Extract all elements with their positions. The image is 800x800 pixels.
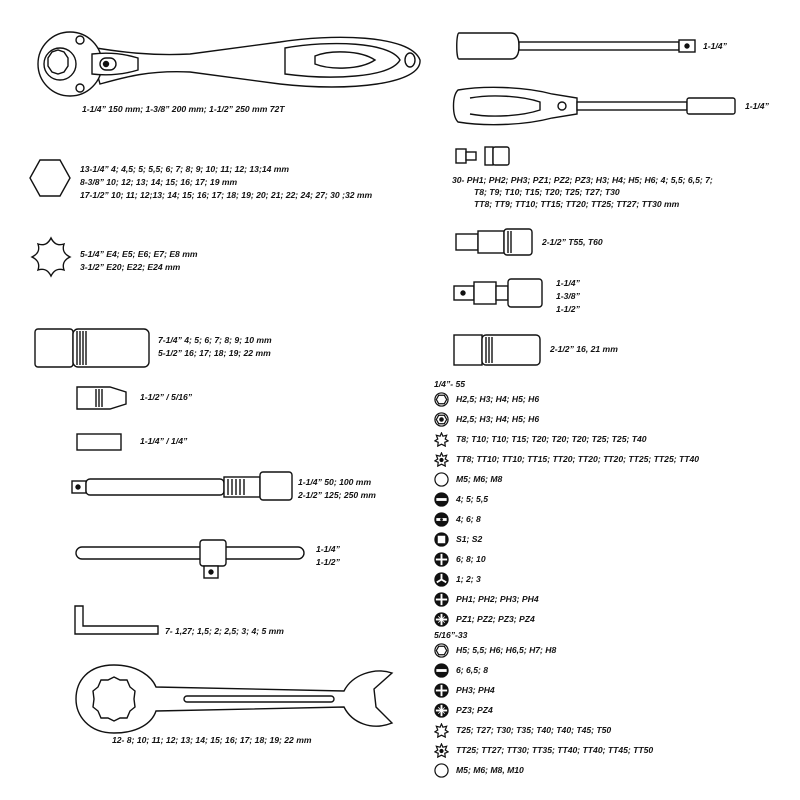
- bit-text: M5; M6; M8, M10: [456, 765, 524, 775]
- hex-key-drawing: [73, 604, 163, 636]
- list-item: [434, 410, 539, 428]
- e-torx-socket-icon: [31, 237, 71, 277]
- extension-line-2: 2-1/2” 125; 250 mm: [298, 490, 376, 500]
- torx-tamper-icon: [434, 743, 449, 758]
- ujoint-line-2: 1-3/8”: [556, 291, 580, 301]
- bit-text: PZ1; PZ2; PZ3; PZ4: [456, 614, 535, 624]
- bit-text: PH3; PH4: [456, 685, 495, 695]
- list-item: [434, 430, 647, 448]
- hex-sockets-line-2: 8-3/8” 10; 12; 13; 14; 15; 16; 17; 19 mm: [80, 177, 238, 187]
- list-item: [434, 510, 481, 528]
- bit-text: TT25; TT27; TT30; TT35; TT40; TT40; TT45; TT50: [456, 745, 654, 755]
- bit-set-2-title: 5/16”-33: [434, 630, 468, 640]
- screwdriver-b-drawing: [452, 84, 742, 128]
- bit-text: TT8; TT10; TT10; TT15; TT20; TT20; TT20; TT25; TT25; TT40: [456, 454, 700, 464]
- adapter-b-label: 1-1/4” / 1/4”: [140, 436, 188, 446]
- deep-sockets-line-2: 5-1/2” 16; 17; 18; 19; 22 mm: [158, 348, 271, 358]
- bit-text: 1; 2; 3: [456, 574, 481, 584]
- bit-text: PZ3; PZ4: [456, 705, 493, 715]
- ratchet-label: 1-1/4” 150 mm; 1-3/8” 200 mm; 1-1/2” 250 mm 72T: [82, 104, 285, 114]
- bit-drawing: [455, 145, 511, 167]
- list-item: [434, 470, 502, 488]
- list-item: [434, 550, 486, 568]
- adapter-b-drawing: [76, 433, 124, 453]
- t-handle-drawing: [74, 536, 310, 582]
- torx-tamper-icon: [434, 452, 449, 467]
- torx-bit-socket-drawing: [455, 228, 535, 256]
- screwdriver-b-label: 1-1/4”: [745, 101, 769, 111]
- list-item: [434, 610, 535, 628]
- list-item: [434, 530, 482, 548]
- list-item: [434, 450, 699, 468]
- torx-icon: [434, 723, 449, 738]
- extension-line-1: 1-1/4” 50; 100 mm: [298, 477, 372, 487]
- screwdriver-a-label: 1-1/4”: [703, 41, 727, 51]
- hex-outline-icon: [434, 392, 449, 407]
- phillips-icon: [434, 683, 449, 698]
- ujoint-line-1: 1-1/4”: [556, 278, 580, 288]
- ujoint-line-3: 1-1/2”: [556, 304, 580, 314]
- t-handle-line-2: 1-1/2”: [316, 557, 340, 567]
- spark-socket-label: 2-1/2” 16, 21 mm: [550, 344, 618, 354]
- phillips-icon: [434, 592, 449, 607]
- wrench-label: 12- 8; 10; 11; 12; 13; 14; 15; 16; 17; 18; 19; 22 mm: [112, 735, 312, 745]
- extension-bar-drawing: [70, 470, 295, 502]
- spark-plug-socket-drawing: [453, 333, 543, 367]
- deep-socket-drawing: [34, 328, 152, 370]
- list-item: [434, 661, 488, 679]
- circle-icon: [434, 763, 449, 778]
- bits-line-1: 30- PH1; PH2; PH3; PZ1; PZ2; PZ3; H3; H4; H5; H6; 4; 5,5; 6,5; 7;: [452, 175, 713, 185]
- cross-icon: [434, 552, 449, 567]
- bit-text: 6; 6,5; 8: [456, 665, 489, 675]
- list-item: [434, 570, 481, 588]
- bit-text: PH1; PH2; PH3; PH4: [456, 594, 539, 604]
- pozidriv-icon: [434, 703, 449, 718]
- slotted-dot-icon: [434, 512, 449, 527]
- bit-text: H5; 5,5; H6; H6,5; H7; H8: [456, 645, 557, 655]
- bit-text: 4; 6; 8: [456, 514, 481, 524]
- circle-icon: [434, 472, 449, 487]
- combination-wrench-drawing: [74, 663, 394, 735]
- bit-text: 6; 8; 10: [456, 554, 486, 564]
- list-item: [434, 390, 539, 408]
- list-item: [434, 741, 653, 759]
- square-icon: [434, 532, 449, 547]
- hex-sockets-line-1: 13-1/4” 4; 4,5; 5; 5,5; 6; 7; 8; 9; 10; 11; 12; 13;14 mm: [80, 164, 290, 174]
- slotted-icon: [434, 492, 449, 507]
- t-handle-line-1: 1-1/4”: [316, 544, 340, 554]
- slotted-icon: [434, 663, 449, 678]
- list-item: [434, 590, 539, 608]
- list-item: [434, 681, 495, 699]
- adapter-a-drawing: [76, 384, 128, 412]
- bit-text: S1; S2: [456, 534, 483, 544]
- bit-text: H2,5; H3; H4; H5; H6: [456, 394, 540, 404]
- list-item: [434, 701, 493, 719]
- hex-sockets-line-3: 17-1/2” 10; 11; 12;13; 14; 15; 16; 17; 18; 19; 20; 21; 22; 24; 27; 30 ;32 mm: [80, 190, 373, 200]
- torx-icon: [434, 432, 449, 447]
- bit-text: H2,5; H3; H4; H5; H6: [456, 414, 540, 424]
- hex-outline-icon: [434, 643, 449, 658]
- hex-dot-icon: [434, 412, 449, 427]
- bit-set-1-title: 1/4”- 55: [434, 379, 466, 389]
- torx-socket-label: 2-1/2” T55, T60: [542, 237, 603, 247]
- ratchet-drawing: [30, 22, 425, 102]
- bit-text: T8; T10; T10; T15; T20; T20; T20; T25; T25; T40: [456, 434, 647, 444]
- e-sockets-line-1: 5-1/4” E4; E5; E6; E7; E8 mm: [80, 249, 198, 259]
- list-item: [434, 490, 488, 508]
- tri-wing-icon: [434, 572, 449, 587]
- bit-text: 4; 5; 5,5: [456, 494, 489, 504]
- bits-line-2: T8; T9; T10; T15; T20; T25; T27; T30: [474, 187, 620, 197]
- bit-text: T25; T27; T30; T35; T40; T40; T45; T50: [456, 725, 612, 735]
- bit-text: M5; M6; M8: [456, 474, 503, 484]
- screwdriver-a-drawing: [455, 30, 700, 64]
- deep-sockets-line-1: 7-1/4” 4; 5; 6; 7; 8; 9; 10 mm: [158, 335, 272, 345]
- bits-line-3: TT8; TT9; TT10; TT15; TT20; TT25; TT27; TT30 mm: [474, 199, 680, 209]
- e-sockets-line-2: 3-1/2” E20; E22; E24 mm: [80, 262, 181, 272]
- list-item: [434, 721, 611, 739]
- hex-socket-icon: [30, 158, 70, 198]
- hex-keys-label: 7- 1,27; 1,5; 2; 2,5; 3; 4; 5 mm: [165, 626, 284, 636]
- pozidriv-icon: [434, 612, 449, 627]
- list-item: [434, 641, 556, 659]
- universal-joint-drawing: [453, 276, 545, 310]
- list-item: [434, 761, 524, 779]
- adapter-a-label: 1-1/2” / 5/16”: [140, 392, 193, 402]
